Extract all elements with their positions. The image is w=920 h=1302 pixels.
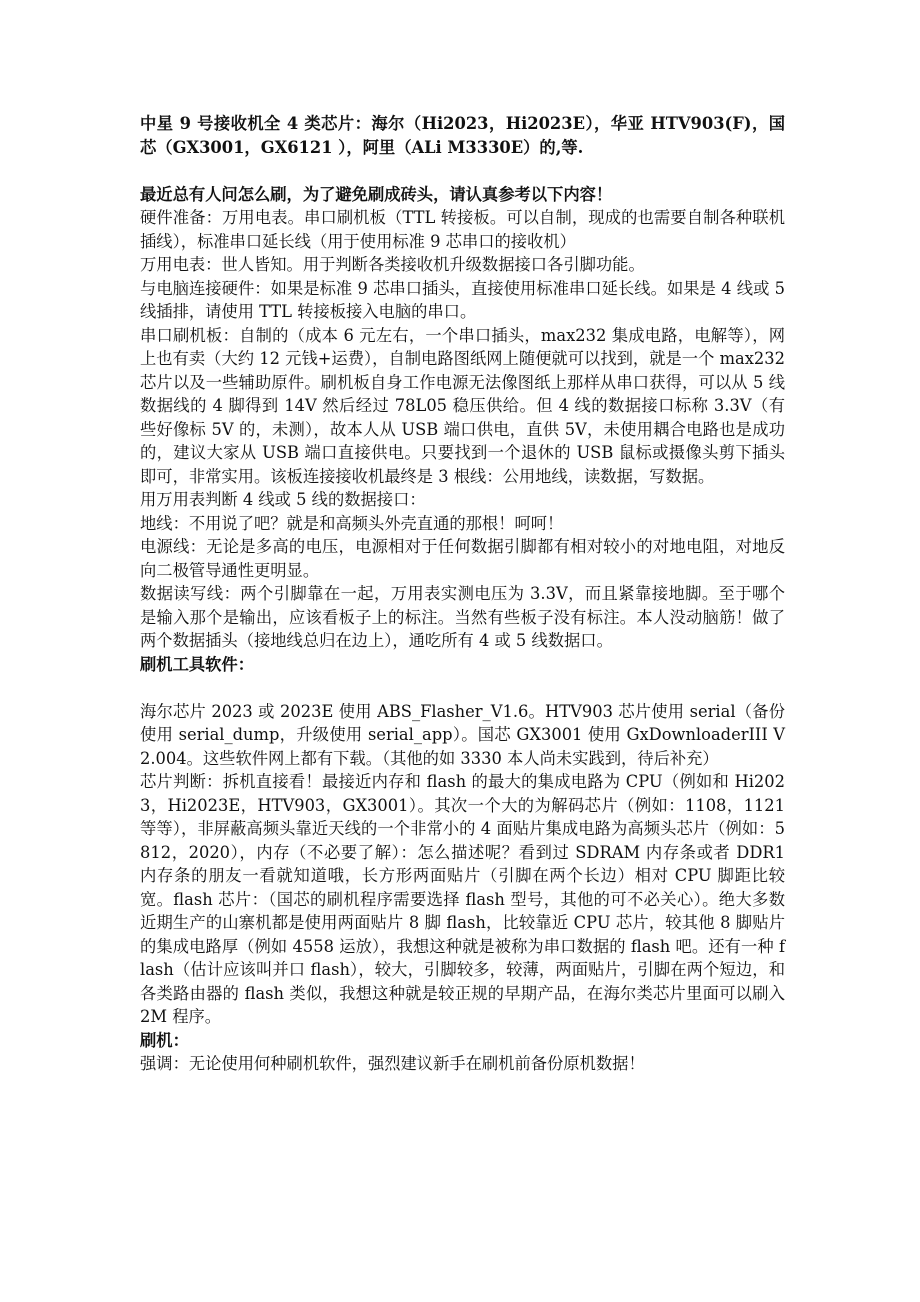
flash-heading: 刷机： [140, 1030, 189, 1050]
power-paragraph: 电源线：无论是多高的电压，电源相对于任何数据引脚都有相对较小的对地电阻，对地反向二极管导通性更明显。 [140, 537, 785, 580]
serial-board-paragraph: 串口刷机板：自制的（成本 6 元左右，一个串口插头，max232 集成电路，电解等），网上也有卖（大约 12 元钱+运费），自制电路图纸网上随便就可以找到，就是一个 max232 芯片以及一些辅助原件。刷机板自身工作电源无法像图纸上那样从串口获得，可以从 5 线数据线的 4 脚得到 14V 然后经过 78L05 稳压供给。但 4 线的数据接口标称 3.3V（有些好像标 5V 的，未测），故本人从 USB 端口供电，直供 5V，未使用耦合电路也是成功的，建议大家从 USB 端口直接供电。只要找到一个退休的 USB 鼠标或摄像头剪下插头即可，非常实用。该板连接接收机最终是 3 根线：公用地线，读数据，写数据。 [140, 325, 785, 486]
multimeter-paragraph: 万用电表：世人皆知。用于判断各类接收机升级数据接口各引脚功能。 [140, 255, 645, 274]
spacer [140, 676, 785, 700]
hardware-prep-paragraph: 硬件准备：万用电表。串口刷机板（TTL 转接板。可以自制，现成的也需要自制各种联机插线），标准串口延长线（用于使用标准 9 芯串口的接收机） [140, 208, 785, 251]
spacer [140, 159, 785, 183]
doc-warning: 最近总有人问怎么刷，为了避免刷成砖头，请认真参考以下内容！ [140, 184, 613, 204]
tools-paragraph: 海尔芯片 2023 或 2023E 使用 ABS_Flasher_V1.6。HTV903 芯片使用 serial（备份使用 serial_dump，升级使用 serial_app）。国芯 GX3001 使用 GxDownloaderIII V2.004。这些软件网上都有下载。（其他的如 3330 本人尚未实践到，待后补充） [140, 701, 785, 768]
tools-heading: 刷机工具软件： [140, 654, 254, 674]
ground-paragraph: 地线：不用说了吧？就是和高频头外壳直通的那根！呵呵！ [140, 513, 564, 533]
pc-connection-paragraph: 与电脑连接硬件：如果是标准 9 芯串口插头，直接使用标准串口延长线。如果是 4 线或 5 线插排，请使用 TTL 转接板接入电脑的串口。 [140, 278, 785, 321]
chip-judge-paragraph: 芯片判断：拆机直接看！最接近内存和 flash 的最大的集成电路为 CPU（例如和 Hi2023，Hi2023E，HTV903，GX3001）。其次一个大的为解码芯片（例如：1108，1121 等等），非屏蔽高频头靠近天线的一个非常小的 4 面贴片集成电路为高频头芯片（例如：5812，2020），内存（不必要了解）：怎么描述呢？看到过 SDRAM 内存条或者 DDR1 内存条的朋友一看就知道哦，长方形两面贴片（引脚在两个长边）相对 CPU 脚距比较宽。flash 芯片：（国芯的刷机程序需要选择 flash 型号，其他的可不必关心）。绝大多数近期生产的山寨机都是使用两面贴片 8 脚 flash，比较靠近 CPU 芯片，较其他 8 脚贴片的集成电路厚（例如 4558 运放），我想这种就是被称为串口数据的 flash 吧。还有一种 flash（估计应该叫并口 flash），较大，引脚较多，较薄，两面贴片，引脚在两个短边，和各类路由器的 flash 类似，我想这种就是较正规的早期产品，在海尔类芯片里面可以刷入 2M 程序。 [140, 772, 785, 1026]
judge-interface-paragraph: 用万用表判断 4 线或 5 线的数据接口： [140, 490, 426, 509]
emphasis-paragraph: 强调：无论使用何种刷机软件，强烈建议新手在刷机前备份原机数据！ [140, 1054, 645, 1073]
document-page [140, 112, 785, 1076]
doc-title: 中星 9 号接收机全 4 类芯片：海尔（Hi2023，Hi2023E），华亚 HTV903(F)，国芯（GX3001，GX6121 ），阿里（ALi M3330E）的,等. [140, 114, 785, 157]
data-lines-paragraph: 数据读写线：两个引脚靠在一起，万用表实测电压为 3.3V，而且紧靠接地脚。至于哪个是输入那个是输出，应该看板子上的标注。当然有些板子没有标注。本人没动脑筋！做了两个数据插头（接地线总归在边上），通吃所有 4 或 5 线数据口。 [140, 584, 785, 650]
